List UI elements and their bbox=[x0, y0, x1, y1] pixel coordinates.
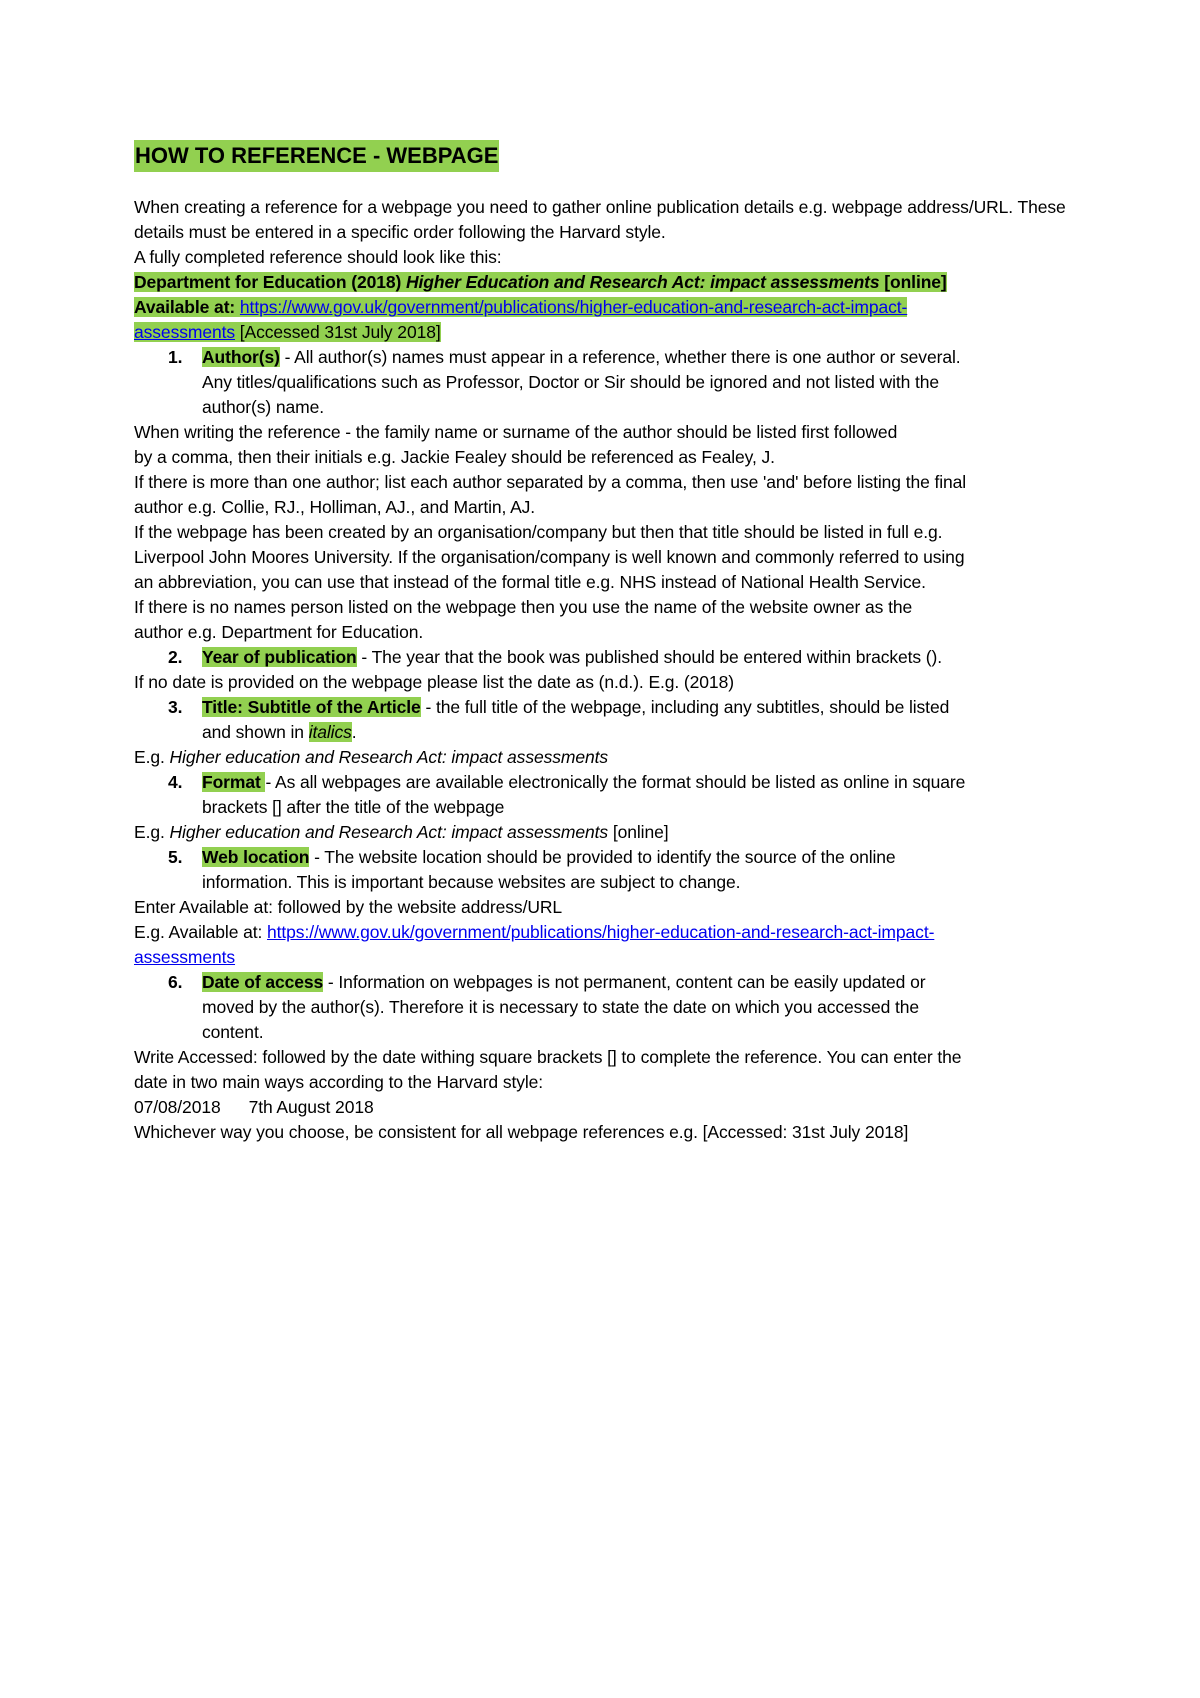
example-url-link[interactable]: https://www.gov.uk/government/publications/higher-education-and-research-act-impact-assessments bbox=[134, 922, 935, 967]
author-note-1: When writing the reference - the family name or surname of the author should be listed first followed by a comma, then their initials e.g. Jackie Fealey should be referenced as Fealey, J. bbox=[134, 422, 898, 467]
access-note-1: Write Accessed: followed by the date withing square brackets [] to complete the reference. You can enter the date in two main ways according to the Harvard style: bbox=[134, 1047, 962, 1092]
title-example bbox=[134, 745, 1094, 770]
intro-paragraph: When creating a reference for a webpage you need to gather online publication details e.g. webpage address/URL. These details must be entered in a specific order following the Harvard style. bbox=[134, 197, 1066, 242]
term-description-end: . bbox=[351, 722, 357, 742]
term-author: Author(s) bbox=[202, 347, 280, 367]
author-note-3: If the webpage has been created by an organisation/company but then that title should be listed in full e.g. Liverpool John Moores University. If the organisation/company is well known and commonly referred to using an abbreviation, you can use that instead of the formal title e.g. NHS instead of National Health Service. bbox=[134, 522, 965, 592]
list-number: 3. bbox=[168, 697, 183, 717]
author-note-4: If there is no names person listed on the webpage then you use the name of the website owner as the author e.g. Department for Education. bbox=[134, 597, 913, 642]
year-note: If no date is provided on the webpage please list the date as (n.d.). E.g. (2018) bbox=[134, 672, 734, 692]
term-year: Year of publication bbox=[202, 647, 357, 667]
ref-author-year: Department for Education (2018) bbox=[134, 272, 406, 292]
example-italic-title: Higher education and Research Act: impact assessments bbox=[169, 747, 609, 767]
intro-lead: A fully completed reference should look like this: bbox=[134, 247, 502, 267]
web-location-note: Enter Available at: followed by the website address/URL bbox=[134, 897, 563, 917]
list-item-year bbox=[134, 645, 982, 670]
term-description: - the full title of the webpage, including any subtitles, should be listed and shown in bbox=[202, 697, 950, 742]
list-item-title bbox=[134, 695, 982, 745]
date-formats bbox=[134, 1095, 1094, 1120]
example-reference bbox=[134, 270, 969, 345]
ref-accessed: [Accessed 31st July 2018] bbox=[235, 322, 441, 342]
term-format: Format bbox=[202, 772, 266, 792]
example-prefix: E.g. Available at: bbox=[134, 922, 268, 942]
term-description: - Information on webpages is not permanent, content can be easily updated or moved by the author(s). Therefore it is necessary to state the date on which you accessed the content. bbox=[202, 972, 926, 1042]
list-item-author bbox=[134, 345, 982, 420]
term-description: - The year that the book was published should be entered within brackets (). bbox=[356, 647, 943, 667]
term-web-location: Web location bbox=[202, 847, 310, 867]
document-page bbox=[134, 140, 1094, 1145]
term-description: - As all webpages are available electronically the format should be listed as online in square brackets [] after the title of the webpage bbox=[202, 772, 966, 817]
italics-word: italics bbox=[308, 722, 352, 742]
list-item-web-location bbox=[134, 845, 982, 895]
list-item-format bbox=[134, 770, 982, 820]
ref-title: Higher Education and Research Act: impact assessments bbox=[406, 272, 880, 292]
access-note-2: Whichever way you choose, be consistent for all webpage references e.g. [Accessed: 31st July 2018] bbox=[134, 1122, 909, 1142]
example-prefix: E.g. bbox=[134, 747, 170, 767]
author-note-2: If there is more than one author; list each author separated by a comma, then use 'and' before listing the final author e.g. Collie, RJ., Holliman, AJ., and Martin, AJ. bbox=[134, 472, 967, 517]
list-number: 1. bbox=[168, 347, 183, 367]
term-title: Title: Subtitle of the Article bbox=[202, 697, 421, 717]
example-prefix: E.g. bbox=[134, 822, 170, 842]
list-number: 4. bbox=[168, 772, 183, 792]
list-number: 5. bbox=[168, 847, 183, 867]
date-format-numeric: 07/08/2018 bbox=[134, 1097, 221, 1117]
example-italic-title: Higher education and Research Act: impact assessments bbox=[169, 822, 609, 842]
ref-available-label: Available at: bbox=[134, 297, 240, 317]
title-wrap bbox=[134, 140, 1094, 176]
page-title: HOW TO REFERENCE - WEBPAGE bbox=[134, 140, 499, 172]
example-format-suffix: [online] bbox=[608, 822, 669, 842]
term-description: - The website location should be provided to identify the source of the online information. This is important because websites are subject to change. bbox=[202, 847, 896, 892]
format-example bbox=[134, 820, 1094, 845]
term-description: - All author(s) names must appear in a reference, whether there is one author or several. Any titles/qualifications such as Professor, Doctor or Sir should be ignored and not listed with the author(s) name. bbox=[202, 347, 961, 417]
ref-format: [online] bbox=[879, 272, 947, 292]
term-date-access: Date of access bbox=[202, 972, 324, 992]
list-number: 2. bbox=[168, 647, 183, 667]
ref-url-link[interactable]: https://www.gov.uk/government/publications/higher-education-and-research-act-impact-assessments bbox=[134, 297, 908, 342]
date-format-written: 7th August 2018 bbox=[248, 1097, 374, 1117]
list-number: 6. bbox=[168, 972, 183, 992]
list-item-date-access bbox=[134, 970, 982, 1045]
web-location-example bbox=[134, 920, 969, 970]
